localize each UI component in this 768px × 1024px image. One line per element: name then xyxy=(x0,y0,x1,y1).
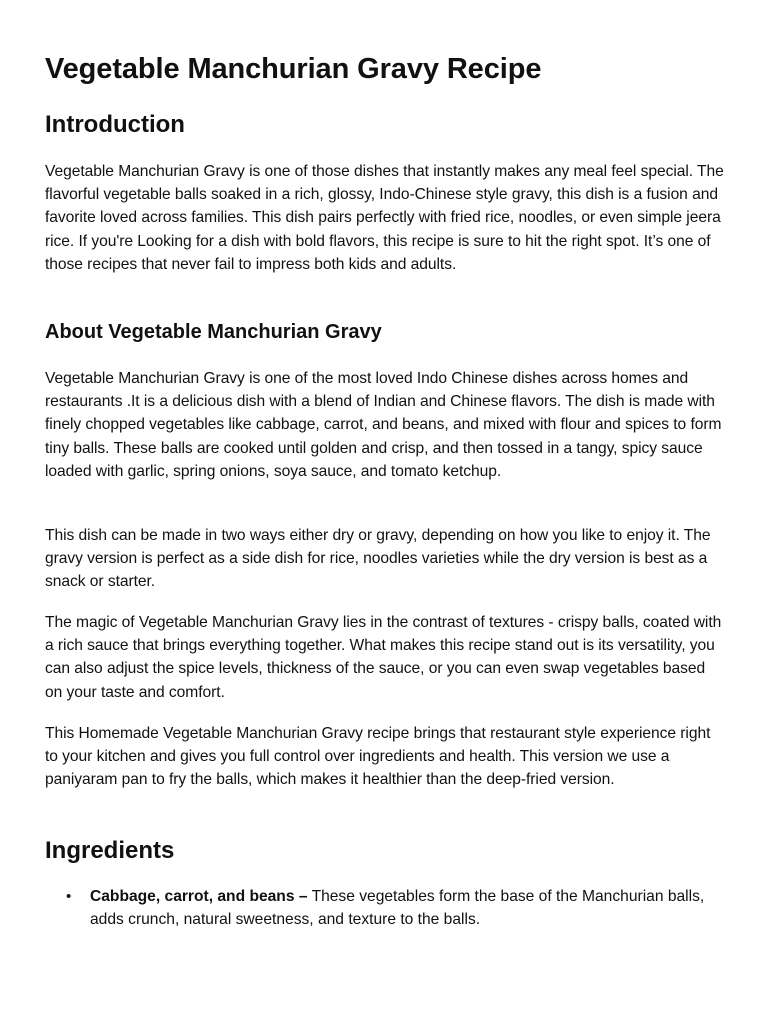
ingredients-heading: Ingredients xyxy=(45,837,175,864)
about-paragraph-1: Vegetable Manchurian Gravy is one of the most loved Indo Chinese dishes across homes and restaurants .It is a delicious dish with a blend of Indian and Chinese flavors. The dish is made with finely chopped vegetables like cabbage, carrot, and beans, and mixed with flour and spices to form tiny balls. These balls are cooked until golden and crisp, and then tossed in a tangy, spicy sauce loaded with garlic, spring onions, soya sauce, and tomato ketchup. xyxy=(45,370,722,480)
bullet-icon: • xyxy=(66,888,72,905)
page-title: Vegetable Manchurian Gravy Recipe xyxy=(45,53,542,85)
ingredients-list xyxy=(45,885,725,931)
about-paragraph-2: This dish can be made in two ways either dry or gravy, depending on how you like to enjoy it. The gravy version is perfect as a side dish for rice, noodles varieties while the dry version is best as a snack or starter. xyxy=(45,527,711,591)
about-paragraph-4: This Homemade Vegetable Manchurian Gravy recipe brings that restaurant style experience right to your kitchen and gives you full control over ingredients and health. This version we use a paniyaram pan to fry the balls, which makes it healthier than the deep-fried version. xyxy=(45,725,711,789)
introduction-paragraph: Vegetable Manchurian Gravy is one of those dishes that instantly makes any meal feel special. The flavorful vegetable balls soaked in a rich, glossy, Indo-Chinese style gravy, this dish is a fusion and favorite loved across families. This dish pairs perfectly with fried rice, noodles, or even simple jeera rice. If you're Looking for a dish with bold flavors, this recipe is sure to hit the right spot. It’s one of those recipes that never fail to impress both kids and adults. xyxy=(45,163,724,273)
about-paragraph-3: The magic of Vegetable Manchurian Gravy lies in the contrast of textures - crispy balls, coated with a rich sauce that brings everything together. What makes this recipe stand out is its versatility, you can also adjust the spice levels, thickness of the sauce, or you can even swap vegetables based on your taste and comfort. xyxy=(45,614,722,701)
about-heading: About Vegetable Manchurian Gravy xyxy=(45,321,382,343)
introduction-heading: Introduction xyxy=(45,111,185,138)
ingredient-description: These vegetables form the base of the Manchurian balls, adds crunch, natural sweetness, and texture to the balls. xyxy=(90,888,705,929)
ingredient-name: Cabbage, carrot, and beans – xyxy=(90,888,308,905)
list-item xyxy=(45,885,725,931)
